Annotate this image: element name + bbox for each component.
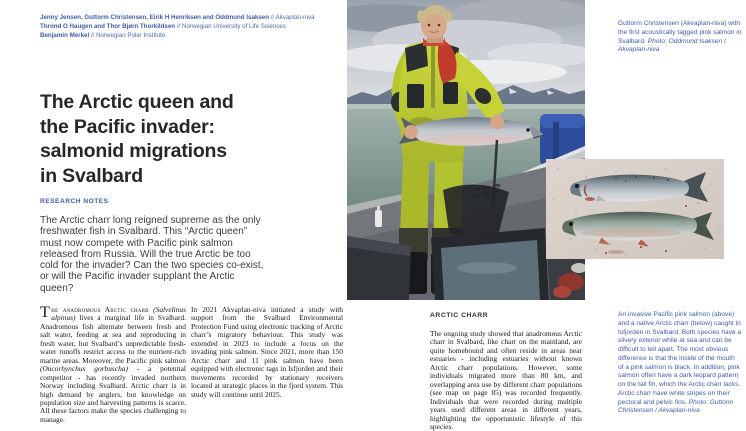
- inset-photo: [546, 159, 724, 259]
- byline: [40, 13, 314, 40]
- title-line: salmonid migrations: [40, 140, 227, 162]
- caption-text: Guttorm Christensen (Akvaplan-niva) with the first acoustically tagged pink salmon in Svalbard.: [618, 20, 742, 45]
- page-title: [40, 90, 234, 188]
- section-body: The ongoing study showed that anadromous Arctic charr in Svalbard, like charr on the mainland, are quite homebound and often reside in areas near estuaries - including estuaries without known Arctic charr populations. However, some individuals migrated more than 80 km, and overlapping area use by different charr populations (see map on page 85) was recorded frequently. Individuals that were recorded during multiple years used different areas in different years, highlighting the opportunistic lifestyle of this species.: [430, 329, 582, 431]
- title-line: in Svalbard: [40, 164, 143, 187]
- lead-smallcaps: he anadromous Arctic charr: [51, 305, 154, 314]
- byline-line: [40, 22, 314, 31]
- author-affiliation: // Akvaplan-niva: [269, 14, 315, 21]
- author-names: Jenny Jensen, Guttorm Christensen, Eirik H Henriksen and Oddmund Isaksen: [40, 14, 269, 21]
- author-names: Benjamin Merkel: [40, 32, 90, 39]
- species-name: (Salvelinus alpinus): [51, 305, 186, 323]
- body-text: lives a marginal life in Svalbard. Anadromous fish alternate between fresh and salt water, feeding at sea and reproducing in fresh water, but Svalbard’s unpredictable fresh-water runoffs restrict access to the nutrient-rich marine areas. Moreover, the Pacific pink salmon: [40, 313, 186, 365]
- title-line: The Arctic queen and: [40, 91, 234, 113]
- caption-text: An invasive Pacific pink salmon (above) and a native Arctic charr (below) caught in Isfjorden in Svalbard. Both species have a silvery exterior while at sea and can be difficult to tell apart. The most obvious difference is that the inside of the mouth of a pink salmon is black. In addition, pink salmon often have a dark leopard pattern on the tail fin, which the Arctic charr lacks. Arctic charr have white stripes on their pectoral and pelvic fins.: [618, 311, 742, 406]
- author-affiliation: // Norwegian Polar Institute: [89, 32, 166, 39]
- author-affiliation: // Norwegian University of Life Sciences: [175, 23, 286, 30]
- inset-photo-illustration: [546, 159, 724, 259]
- author-names: Thrond O Haugen and Thor Bjørn Thorkildsen: [40, 23, 176, 30]
- caption-bottom: [618, 311, 742, 416]
- byline-line: [40, 13, 314, 22]
- body-column-1: [40, 306, 186, 424]
- body-column-2: In 2021 Akvaplan-niva initiated a study with support from the Svalbard Environmental Protection Fund using electronic tracking of Arctic charr’s migratory behaviour. This study was extended in 2023 to include a focus on the invading pink salmon. Since 2021, more than 150 Arctic charr and 11 pink salmon have been equipped with electronic tags in Isfjorden and their movements recorded by stationary receivers located at strategic places in the fjord system. This study will continue until 2025.: [191, 305, 343, 399]
- caption-top: [618, 20, 742, 55]
- section-heading: ARCTIC CHARR: [430, 312, 489, 319]
- species-name: (Oncorhynchus gorbuscha): [40, 364, 128, 374]
- byline-line: [40, 31, 314, 40]
- body-text: - a potential competitor - has recently invaded northern Norway including Svalbard. Arctic charr is in high demand by anglers, but knowledge on population size and harvesting patterns is scarce. All these factors make the species challenging to manage.: [40, 364, 186, 424]
- title-line: the Pacific invader:: [40, 115, 215, 138]
- kicker-research-notes: RESEARCH NOTES: [40, 198, 109, 205]
- section-arctic-charr: [430, 312, 582, 431]
- standfirst: The Arctic charr long reigned supreme as the only freshwater fish in Svalbard. This “Arctic queen” must now compete with Pacific pink salmon released from Russia. Will the true Arctic be too cold for the invader? Can the two species co-exist, or will the Pacific invader supplant the Arctic queen?: [40, 215, 264, 294]
- photo-credit: Photo: Oddmund Isaksen / Akvaplan-niva: [618, 37, 726, 54]
- photo-credit: Photo: Guttorm Christensen / Akvaplan-niva: [618, 398, 734, 415]
- drop-cap: T: [40, 304, 50, 321]
